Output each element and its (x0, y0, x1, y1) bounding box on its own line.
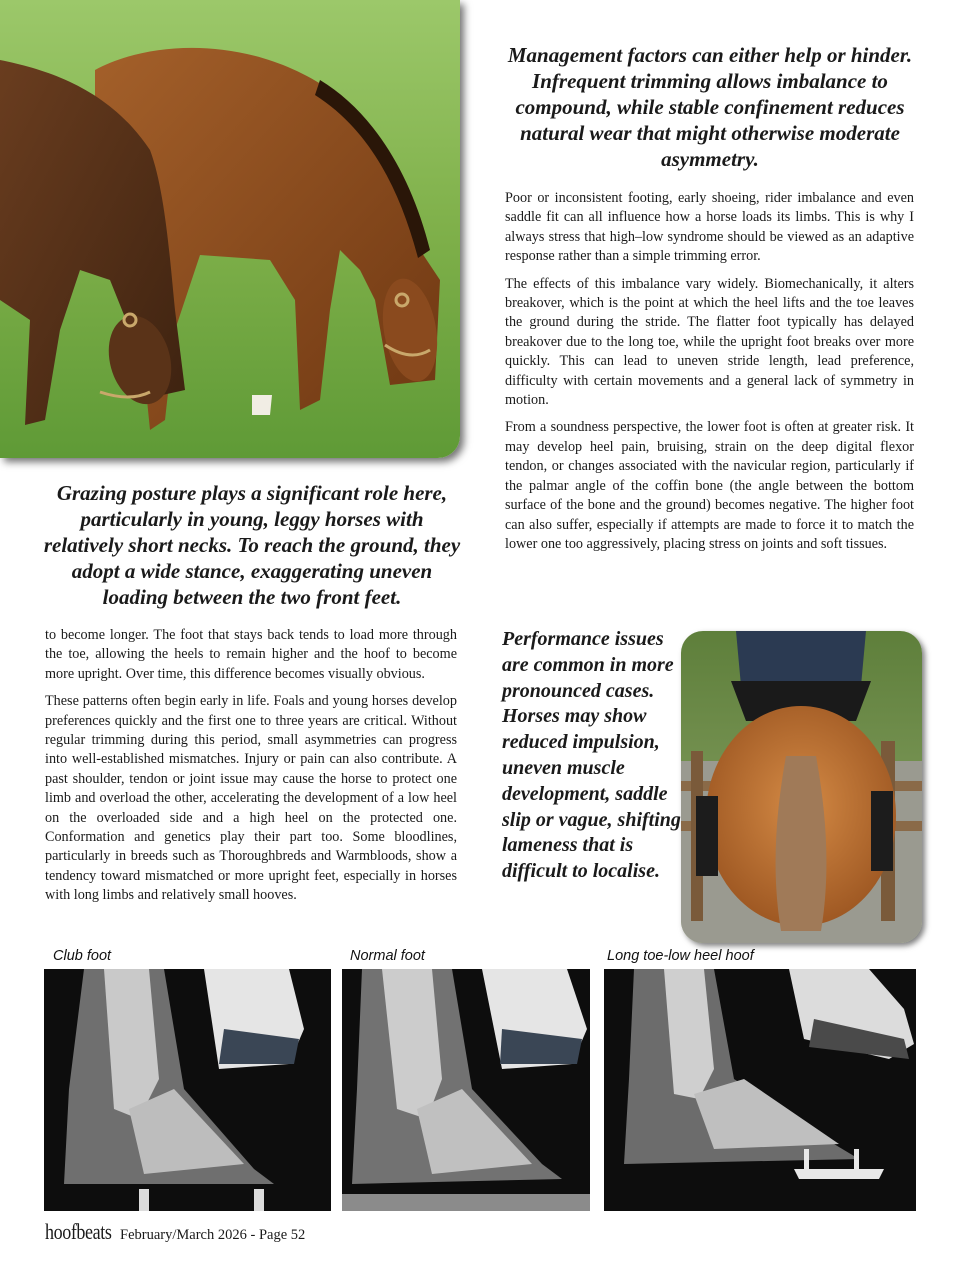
xray-caption-long-toe: Long toe-low heel hoof (607, 948, 754, 964)
body-column-right (505, 189, 914, 562)
paragraph: to become longer. The foot that stays back tends to load more through the toe, allowing the heels to remain higher and the hoof to become more upright. Over time, this difference becomes visually obvious. (45, 627, 457, 682)
magazine-brand: hoofbeats (45, 1219, 112, 1244)
xray-caption-club-foot: Club foot (53, 948, 112, 964)
rider-on-horse-photo (681, 631, 922, 943)
xray-club-foot-image (44, 969, 331, 1211)
body-column-left (45, 626, 457, 914)
xray-normal-foot-image (342, 969, 590, 1211)
xray-long-toe-low-heel-image (604, 969, 916, 1211)
xray-caption-normal-foot: Normal foot (350, 948, 425, 964)
issue-and-page: February/March 2026 - Page 52 (120, 1227, 306, 1243)
foals-grazing-photo (0, 0, 460, 458)
pull-quote-grazing: Grazing posture plays a significant role here, particularly in young, leggy horses with relatively short necks. To reach the ground, they adopt a wide stance, exaggerating uneven loading between the two front feet. (43, 481, 461, 609)
pull-quote-performance: Performance issues are common in more pronounced cases. Horses may show reduced impulsion, uneven muscle development, saddle slip or vague, shifting lameness that is difficult to localise. (502, 628, 681, 883)
paragraph: Poor or inconsistent footing, early shoeing, rider imbalance and even saddle fit can all influence how a horse loads its limbs. This is why I always stress that high–low syndrome should be viewed as an adaptive response rather than a simple trimming error. (505, 190, 914, 265)
page-footer (45, 1219, 305, 1245)
paragraph: From a soundness perspective, the lower foot is often at greater risk. It may develop heel pain, bruising, strain on the deep digital flexor tendon, or changes associated with the navicular region, particularly if the palmar angle of the coffin bone (the angle between the bottom surface of the bone and the ground) becomes negative. The higher foot can also suffer, especially if attempts are made to force it to match the lower one too aggressively, placing stress on joints and soft tissues. (505, 419, 914, 552)
paragraph: The effects of this imbalance vary widely. Biomechanically, it alters breakover, which is the point at which the heel lifts and the toe leaves the ground during the stride. The flatter foot typically has delayed breakover due to the long toe, while the upright foot breaks over more quickly. This can lead to uneven stride length, lead preference, difficulty with certain movements and a general lack of symmetry in motion. (505, 275, 914, 409)
paragraph: These patterns often begin early in life. Foals and young horses develop preferences quickly and the first one to three years are critical. Without regular trimming during this period, small asymmetries can progress into well-established mismatches. Injury or pain can also contribute. A past shoulder, tendon or joint issue may cause the horse to protect one limb and overload the other, accelerating the development of a low heel on the overloaded side and a high heel on the protected one. Conformation and genetics play their part too. Some bloodlines, particularly in breeds such as Thoroughbreds and Warmbloods, show a tendency toward mismatched or more upright feet, especially in horses with long limbs and relatively small hooves. (45, 693, 457, 904)
pull-quote-management: Management factors can either help or hinder. Infrequent trimming allows imbalance to compound, while stable confinement reduces natural wear that might otherwise moderate asymmetry. (507, 43, 913, 171)
